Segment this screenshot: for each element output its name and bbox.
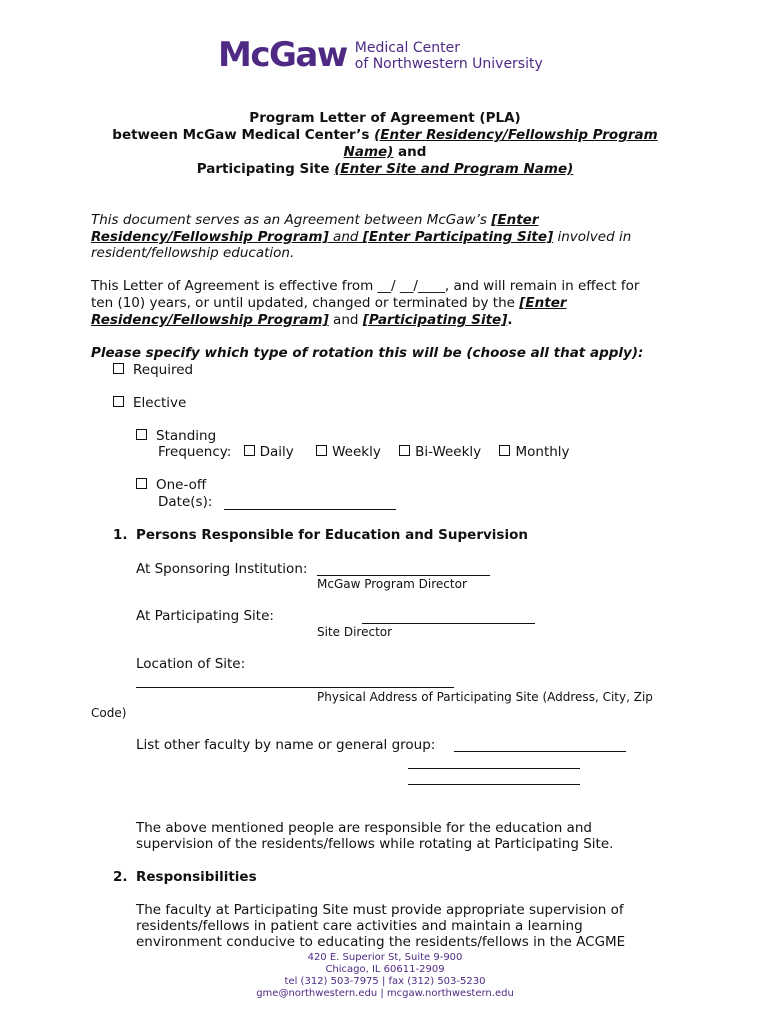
sponsoring-input[interactable] xyxy=(317,575,490,576)
logo-subtitle xyxy=(355,40,543,72)
logo-subtitle-line1: Medical Center xyxy=(354,40,460,56)
section-2-number: 2. xyxy=(113,869,128,885)
residency-field[interactable]: [Enter xyxy=(491,212,539,228)
participating-label: At Participating Site: xyxy=(136,608,274,624)
title-line-2: between McGaw Medical Center’s (Enter Residency/Fellowship Program xyxy=(112,127,658,143)
location-caption: Physical Address of Participating Site (Address, City, Zip xyxy=(317,690,653,704)
faculty-input-2[interactable] xyxy=(408,768,580,769)
location-input[interactable] xyxy=(136,687,454,688)
residency-field-cont[interactable]: Residency/Fellowship Program] xyxy=(91,229,329,245)
program-name-field-cont[interactable]: Name) xyxy=(343,144,394,160)
dates-label: Date(s): xyxy=(158,494,213,510)
responsible-line-2: supervision of the residents/fellows while rotating at Participating Site. xyxy=(136,836,614,852)
standing-checkbox[interactable] xyxy=(136,429,147,440)
faculty-input-3[interactable] xyxy=(408,784,580,785)
sponsoring-caption: McGaw Program Director xyxy=(317,577,467,591)
oneoff-checkbox[interactable] xyxy=(136,478,147,489)
rotation-question: Please specify which type of rotation this will be (choose all that apply): xyxy=(91,345,644,361)
participating-input[interactable] xyxy=(362,623,535,624)
participating-site-field[interactable]: [Enter Participating Site] xyxy=(362,229,554,245)
site-name-field[interactable]: (Enter Site and Program Name) xyxy=(334,161,574,177)
effective-site-field[interactable]: [Participating Site] xyxy=(362,312,508,328)
effective-program-field-cont[interactable]: Residency/Fellowship Program] xyxy=(91,312,329,328)
section-1-number: 1. xyxy=(113,527,128,543)
monthly-checkbox[interactable] xyxy=(499,445,510,456)
document-title: Program Letter of Agreement (PLA) xyxy=(249,110,521,126)
biweekly-checkbox[interactable] xyxy=(399,445,410,456)
intro-line-3: resident/fellowship education. xyxy=(91,245,295,261)
standing-option[interactable]: Standing xyxy=(136,428,216,445)
effective-program-field[interactable]: [Enter xyxy=(519,295,567,311)
location-label: Location of Site: xyxy=(136,656,246,672)
elective-checkbox[interactable] xyxy=(113,396,124,407)
program-name-field[interactable]: (Enter Residency/Fellowship Program xyxy=(374,127,658,143)
mcgaw-logo xyxy=(218,35,543,75)
effective-line-1: This Letter of Agreement is effective from __/ __/____, and will remain in effect for xyxy=(91,278,640,294)
faculty-input-1[interactable] xyxy=(454,751,626,752)
required-option[interactable]: Required xyxy=(113,362,193,379)
footer-address: 420 E. Superior St, Suite 9-900 xyxy=(307,952,463,963)
section-1-heading: Persons Responsible for Education and Supervision xyxy=(136,527,528,543)
footer-phone: tel (312) 503-7975 | fax (312) 503-5230 xyxy=(284,976,486,987)
dates-input[interactable] xyxy=(224,509,396,510)
daily-option[interactable]: Daily xyxy=(244,444,294,460)
effective-line-2: ten (10) years, or until updated, changed or terminated by the [Enter xyxy=(91,295,567,311)
responsibilities-line-3: environment conducive to educating the residents/fellows in the ACGME xyxy=(136,934,626,950)
participating-caption: Site Director xyxy=(317,625,393,639)
effective-line-3: Residency/Fellowship Program] and [Participating Site]. xyxy=(91,312,513,328)
title-line-4: Participating Site (Enter Site and Program Name) xyxy=(196,161,574,177)
faculty-label: List other faculty by name or general group: xyxy=(136,737,436,753)
elective-option[interactable]: Elective xyxy=(113,395,186,412)
responsible-line-1: The above mentioned people are responsible for the education and xyxy=(136,820,592,836)
daily-checkbox[interactable] xyxy=(244,445,255,456)
logo-wordmark: McGaw xyxy=(218,35,347,75)
location-caption-cont: Code) xyxy=(91,706,127,720)
weekly-checkbox[interactable] xyxy=(316,445,327,456)
sponsoring-label: At Sponsoring Institution: xyxy=(136,561,308,577)
logo-subtitle-line2: of Northwestern University xyxy=(354,56,543,72)
page-footer xyxy=(0,952,770,1008)
intro-line-2: Residency/Fellowship Program] and [Enter Participating Site] involved in xyxy=(91,229,632,245)
footer-city: Chicago, IL 60611-2909 xyxy=(325,964,445,975)
required-checkbox[interactable] xyxy=(113,363,124,374)
monthly-option[interactable]: Monthly xyxy=(499,444,569,460)
title-line-3: Name) and xyxy=(343,144,427,160)
oneoff-option[interactable]: One-off xyxy=(136,477,206,494)
frequency-row: Frequency: Daily Weekly Bi-Weekly Monthly xyxy=(158,444,570,460)
weekly-option[interactable]: Weekly xyxy=(316,444,381,460)
biweekly-option[interactable]: Bi-Weekly xyxy=(399,444,481,460)
responsibilities-line-1: The faculty at Participating Site must provide appropriate supervision of xyxy=(136,902,624,918)
footer-contact: gme@northwestern.edu | mcgaw.northwestern.edu xyxy=(256,988,514,999)
section-2-heading: Responsibilities xyxy=(136,869,257,885)
intro-line-1: This document serves as an Agreement between McGaw’s [Enter xyxy=(91,212,539,228)
responsibilities-line-2: residents/fellows in patient care activities and maintain a learning xyxy=(136,918,583,934)
